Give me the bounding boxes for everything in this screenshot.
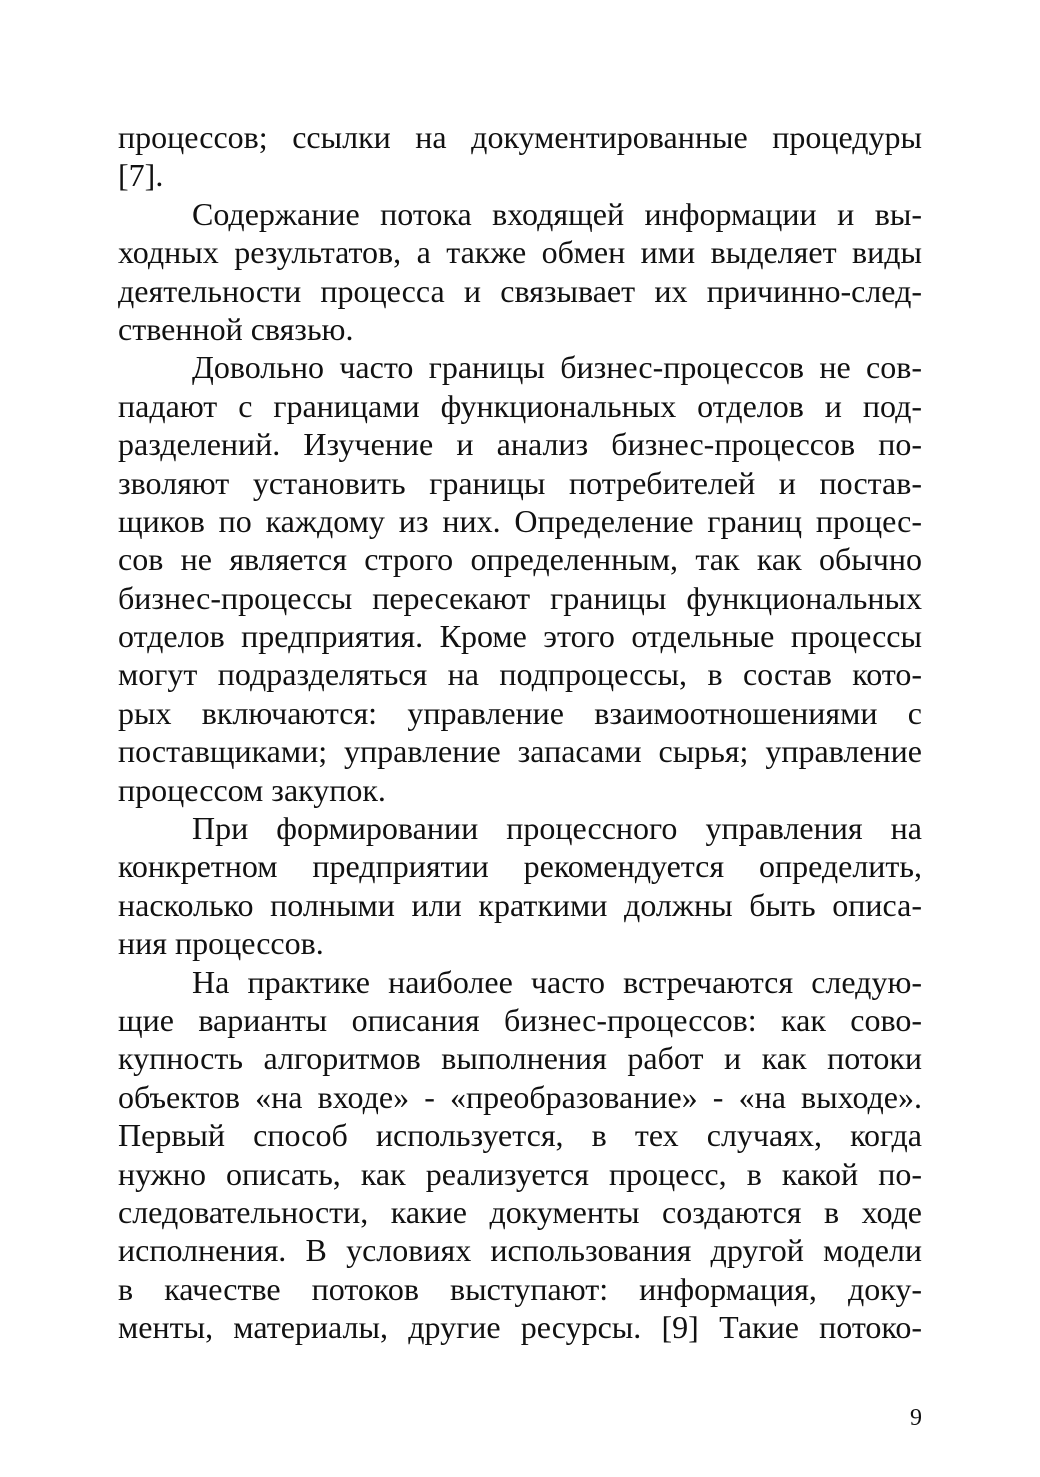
text-line: ственной связью.: [118, 310, 354, 347]
text-line: поставщиками; управление запасами сырья; управление: [118, 733, 922, 770]
text-line: купность алгоритмов выполнения работ и как потоки: [118, 1040, 922, 1077]
text-line: разделений. Изучение и анализ бизнес-процессов по-: [118, 426, 922, 463]
text-line: бизнес-процессы пересекают границы функциональных: [118, 579, 922, 616]
text-line: исполнения. В условиях использования другой модели: [118, 1232, 922, 1269]
text-line: Первый способ используется, в тех случаях, когда: [118, 1117, 922, 1154]
text-line: щиков по каждому из них. Определение границ процес-: [118, 502, 922, 539]
text-line: щие варианты описания бизнес-процессов: как сово-: [118, 1001, 922, 1038]
text-line: деятельности процесса и связывает их причинно-след-: [118, 272, 922, 309]
page-number: 9: [910, 1405, 922, 1431]
text-line: насколько полными или краткими должны быть описа-: [118, 886, 922, 923]
body-text: [118, 118, 922, 1347]
text-line: отделов предприятия. Кроме этого отдельные процессы: [118, 618, 922, 655]
text-line: процессом закупок.: [118, 771, 386, 808]
text-line: объектов «на входе» - «преобразование» - «на выходе».: [118, 1078, 922, 1115]
text-line: могут подразделяться на подпроцессы, в состав кото-: [118, 656, 922, 693]
text-line: следовательности, какие документы создаются в ходе: [118, 1193, 922, 1230]
text-line: Довольно часто границы бизнес-процессов не сов-: [192, 349, 922, 386]
text-line: зволяют установить границы потребителей и постав-: [118, 464, 922, 501]
text-line: При формировании процессного управления на: [192, 810, 922, 847]
text-line: [7].: [118, 157, 164, 194]
text-line: Содержание потока входящей информации и вы-: [192, 195, 922, 232]
text-line: процессов; ссылки на документированные процедуры: [118, 119, 922, 155]
text-line: менты, материалы, другие ресурсы. [9] Такие потоко-: [118, 1309, 922, 1346]
text-line: На практике наиболее часто встречаются следую-: [192, 963, 922, 1000]
text-line: рых включаются: управление взаимоотношениями с: [118, 694, 922, 731]
text-line: ходных результатов, а также обмен ими выделяет виды: [118, 234, 922, 271]
text-line: в качестве потоков выступают: информация, доку-: [118, 1270, 922, 1307]
text-line: сов не является строго определенным, так как обычно: [118, 541, 922, 578]
text-line: нужно описать, как реализуется процесс, в какой по-: [118, 1155, 922, 1192]
text-line: ния процессов.: [118, 925, 324, 962]
text-line: конкретном предприятии рекомендуется определить,: [118, 848, 922, 885]
text-line: падают с границами функциональных отделов и под-: [118, 387, 922, 424]
